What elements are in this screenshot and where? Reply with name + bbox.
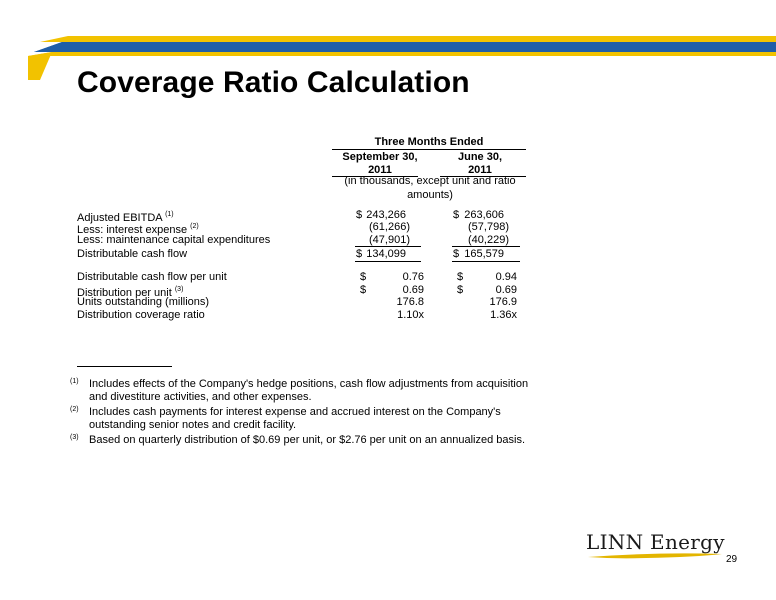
column-header-line1: September 30, <box>342 151 418 163</box>
row-label: Units outstanding (millions) <box>77 296 210 308</box>
footnote-text: Based on quarterly distribution of $0.69 per unit, or $2.76 per unit on an annualized basis. <box>89 434 526 446</box>
footnote-mark: (1) <box>70 378 79 385</box>
row-label: Less: maintenance capital expenditures <box>77 234 271 246</box>
value-sep: 0.76 <box>402 271 424 283</box>
value-jun: 0.69 <box>495 284 517 296</box>
value-jun: 0.94 <box>495 271 517 283</box>
value-jun: (40,229) <box>468 234 509 246</box>
footnote-mark: (3) <box>70 434 79 441</box>
column-header-line2: 2011 <box>368 164 392 176</box>
value-jun: 1.36x <box>490 309 517 321</box>
row-label: Distributable cash flow per unit <box>77 271 227 283</box>
row-label: Distribution coverage ratio <box>77 309 205 321</box>
currency-symbol: $ <box>356 209 363 221</box>
row-label: Adjusted EBITDA $^{(1)}$ <box>77 211 174 224</box>
total-rule <box>355 261 421 262</box>
currency-symbol: $ <box>457 284 464 296</box>
period-header: Three Months Ended <box>332 136 526 150</box>
page-number: 29 <box>726 554 738 565</box>
column-header-line2: 2011 <box>468 164 492 176</box>
row-label: Distribution per unit $^{(3)}$ <box>77 286 184 299</box>
row-label: Distributable cash flow <box>77 248 188 260</box>
currency-symbol: $ <box>457 271 464 283</box>
currency-symbol: $ <box>453 209 460 221</box>
linn-energy-logo <box>586 530 726 560</box>
currency-symbol: $ <box>360 271 367 283</box>
footnote-mark: (2) <box>70 406 79 413</box>
footnote-rule <box>77 366 172 367</box>
value-sep: 134,099 <box>366 248 406 260</box>
footnote-text: Includes cash payments for interest expense and accrued interest on the Company's outstanding senior notes and credit facility. <box>89 406 501 431</box>
row-label: Less: interest expense $^{(2)}$ <box>77 223 199 236</box>
units-note: (in thousands, except unit and ratio amounts) <box>344 175 516 201</box>
value-sep: 243,266 <box>366 209 406 221</box>
column-header-line1: June 30, <box>457 151 503 163</box>
value-jun: 165,579 <box>464 248 504 260</box>
logo-swoosh-icon <box>586 552 726 562</box>
currency-symbol: $ <box>453 248 460 260</box>
value-sep: (61,266) <box>369 221 410 233</box>
currency-symbol: $ <box>360 284 367 296</box>
page-title: Coverage Ratio Calculation <box>77 66 470 99</box>
footnote-text: Includes effects of the Company's hedge positions, cash flow adjustments from acquisition and divestiture activities, and other expenses. <box>89 378 529 403</box>
value-sep: 176.8 <box>396 296 424 308</box>
currency-symbol: $ <box>356 248 363 260</box>
value-jun: (57,798) <box>468 221 509 233</box>
value-sep: 0.69 <box>402 284 424 296</box>
value-jun: 263,606 <box>464 209 504 221</box>
logo-text: LINN Energy <box>586 530 725 554</box>
value-sep: (47,901) <box>369 234 410 246</box>
value-jun: 176.9 <box>489 296 517 308</box>
total-rule <box>452 261 520 262</box>
value-sep: 1.10x <box>397 309 424 321</box>
